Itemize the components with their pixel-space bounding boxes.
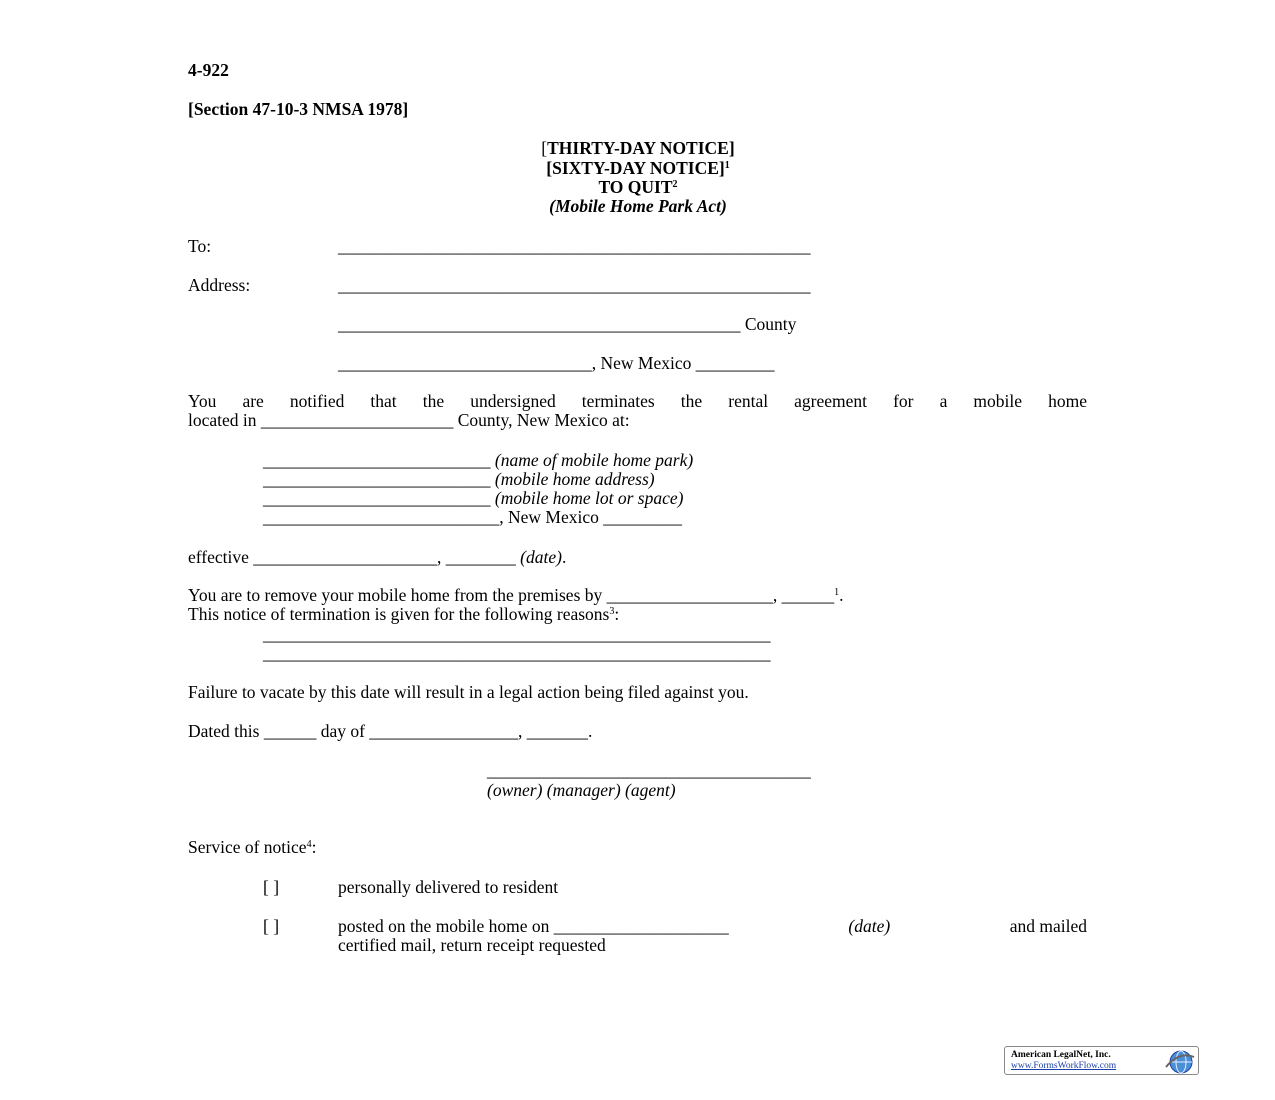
- footnote-ref: 2: [672, 179, 678, 190]
- title-to-quit: TO QUIT: [598, 177, 673, 197]
- option-2-date-label: (date): [848, 916, 891, 936]
- service-heading-end: :: [311, 837, 317, 857]
- address-blank: ______________________________________________________: [338, 275, 811, 295]
- footnote-ref: 4: [306, 839, 312, 850]
- title-line-3: [388, 177, 888, 197]
- option-1-checkbox: [ ]: [263, 877, 280, 897]
- logo-company: American LegalNet, Inc.: [1011, 1050, 1111, 1060]
- home-address-blank: __________________________: [263, 469, 491, 489]
- signature-line: _____________________________________: [487, 760, 811, 780]
- title-subtitle: (Mobile Home Park Act): [549, 196, 727, 216]
- county-line: ______________________________________________ County: [338, 314, 797, 334]
- reasons-row: [188, 604, 619, 624]
- state-line: _____________________________, New Mexico _________: [338, 353, 775, 373]
- option-1-text: personally delivered to resident: [338, 877, 559, 897]
- effective-end: .: [561, 547, 567, 567]
- location-state-line: ___________________________, New Mexico _________: [263, 507, 683, 527]
- reasons-text: This notice of termination is given for the following reasons: [188, 604, 610, 624]
- footnote-ref: 3: [609, 606, 615, 617]
- effective-date-row: [188, 547, 566, 567]
- globe-icon: [1163, 1049, 1195, 1075]
- park-name-blank: __________________________: [263, 450, 491, 470]
- lot-space-row: [263, 488, 683, 508]
- to-label: To:: [188, 236, 212, 256]
- lot-space-blank: __________________________: [263, 488, 491, 508]
- option-2-posted: posted on the mobile home on ____________________: [338, 916, 729, 936]
- dated-line: Dated this ______ day of _________________, _______.: [188, 721, 593, 741]
- to-blank: ______________________________________________________: [338, 236, 811, 256]
- form-number: 4-922: [188, 60, 229, 80]
- title-line-1: [388, 138, 888, 158]
- lot-space-label: (mobile home lot or space): [494, 488, 684, 508]
- title-bracket: [: [541, 138, 548, 158]
- home-address-row: [263, 469, 655, 489]
- failure-warning: Failure to vacate by this date will result in a legal action being filed against you.: [188, 682, 749, 702]
- title-line-2: [388, 158, 888, 178]
- park-name-label: (name of mobile home park): [494, 450, 694, 470]
- effective-text: effective _____________________, ________: [188, 547, 521, 567]
- notice-paragraph-line-1: You are notified that the undersigned terminates the rental agreement for a mobile home: [188, 391, 1087, 411]
- reason-line-1: __________________________________________________________: [263, 624, 771, 644]
- service-heading: [188, 837, 316, 857]
- footnote-ref: 1: [834, 587, 840, 598]
- reason-line-2: __________________________________________________________: [263, 643, 771, 663]
- option-2-mailed: and mailed: [1009, 916, 1087, 936]
- option-2-line-1: [338, 916, 1087, 936]
- option-2-checkbox: [ ]: [263, 916, 280, 936]
- remove-end: .: [839, 585, 844, 605]
- logo-url[interactable]: www.FormsWorkFlow.com: [1011, 1061, 1117, 1071]
- title-thirty-day: THIRTY-DAY NOTICE]: [547, 138, 735, 158]
- option-2-line-2: certified mail, return receipt requested: [338, 935, 606, 955]
- title-sixty-day: [SIXTY-DAY NOTICE]: [546, 158, 725, 178]
- notice-paragraph-line-2: located in ______________________ County, New Mexico at:: [188, 410, 630, 430]
- remove-text: You are to remove your mobile home from the premises by ___________________, ______: [188, 585, 835, 605]
- signature-label: (owner) (manager) (agent): [487, 780, 676, 800]
- park-name-row: [263, 450, 693, 470]
- service-heading-text: Service of notice: [188, 837, 307, 857]
- footnote-ref: 1: [724, 160, 730, 171]
- american-legalnet-logo[interactable]: [1004, 1046, 1199, 1075]
- effective-date-label: (date): [520, 547, 562, 567]
- statute-reference: [Section 47-10-3 NMSA 1978]: [188, 99, 409, 119]
- reasons-end: :: [614, 604, 620, 624]
- remove-row: [188, 585, 844, 605]
- address-label: Address:: [188, 275, 251, 295]
- home-address-label: (mobile home address): [494, 469, 655, 489]
